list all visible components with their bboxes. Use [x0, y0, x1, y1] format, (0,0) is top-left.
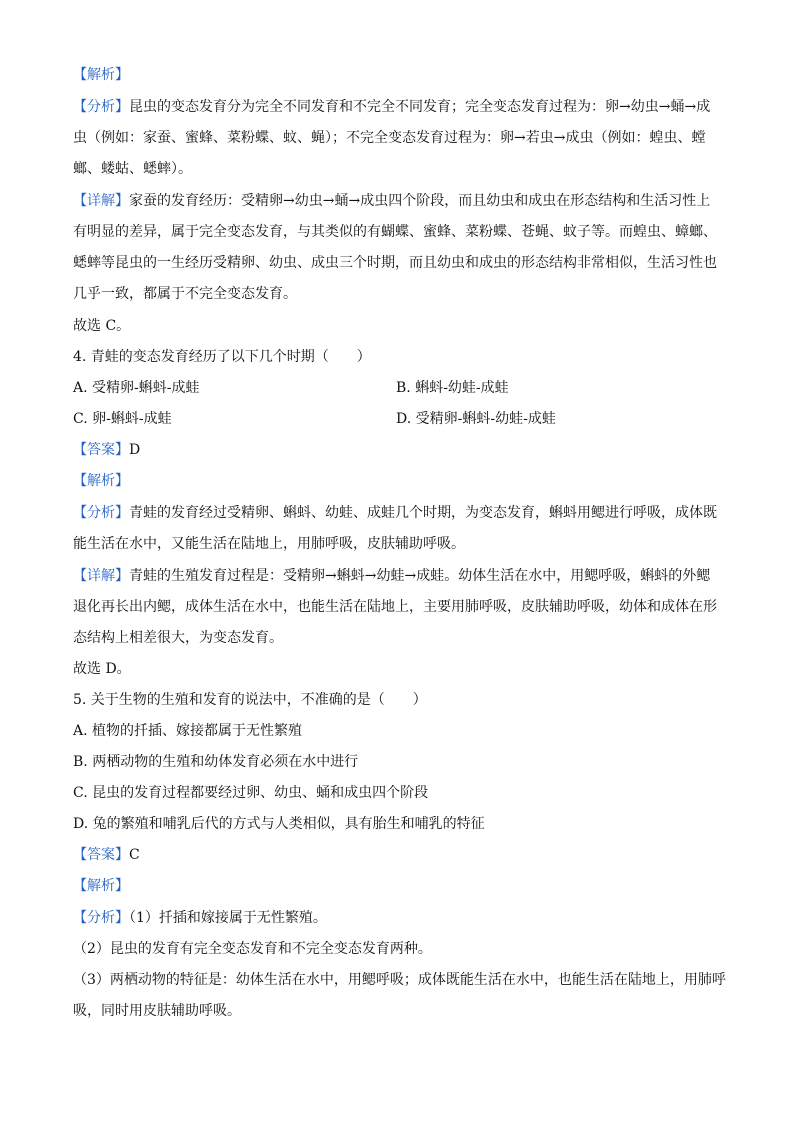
q4-option-a: A. 受精卵-蝌蚪-成蛙	[73, 380, 200, 396]
q5-option-d: D. 兔的繁殖和哺乳后代的方式与人类相似，具有胎生和哺乳的特征	[73, 816, 485, 832]
q4-fenxi-tag: 【分析】	[73, 505, 129, 521]
q4-xiangjie-line-1: 【详解】青蛙的生殖发育过程是：受精卵→蝌蚪→幼蛙→成蛙。幼体生活在水中，用鳃呼吸，蝌蚪的外鳃	[73, 568, 711, 584]
q3-xiangjie-line-2: 有明显的差异，属于完全变态发育，与其类似的有蝴蝶、蜜蜂、菜粉蝶、苍蝇、蚊子等。而蝗虫、蟑螂、	[73, 224, 717, 240]
q3-xiangjie-tag: 【详解】	[73, 193, 129, 209]
q4-jiexi-heading: 【解析】	[73, 473, 129, 489]
q3-xiangjie-line-1: 【详解】家蚕的发育经历：受精卵→幼虫→蛹→成虫四个阶段，而且幼虫和成虫在形态结构和生活习性上	[73, 193, 711, 209]
q5-jiexi-heading: 【解析】	[73, 878, 129, 894]
q5-fenxi-line-4: 吸，同时用皮肤辅助呼吸。	[73, 1003, 241, 1019]
q5-option-b: B. 两栖动物的生殖和幼体发育必须在水中进行	[73, 754, 359, 770]
q5-answer-tag: 【答案】	[73, 847, 129, 863]
q3-fenxi-line-1: 【分析】昆虫的变态发育分为完全不同发育和不完全不同发育；完全变态发育过程为：卵→幼虫→蛹→成	[73, 99, 711, 115]
q3-fenxi-line-3: 螂、蝼蛄、蟋蟀）。	[73, 161, 192, 177]
q4-stem: 4. 青蛙的变态发育经历了以下几个时期（ ）	[73, 349, 371, 365]
q3-fenxi-line-2: 虫（例如：家蚕、蜜蜂、菜粉蝶、蚊、蝇）；不完全变态发育过程为：卵→若虫→成虫（例如：蝗虫、螳	[73, 130, 706, 146]
q3-jiexi-heading: 【解析】	[73, 67, 129, 83]
q5-fenxi-line-1: 【分析】（1）扦插和嫁接属于无性繁殖。	[73, 910, 327, 926]
q4-xiangjie-line-2: 退化再长出内鳃，成体生活在水中，也能生活在陆地上，主要用肺呼吸，皮肤辅助呼吸，幼体和成体在形	[73, 599, 717, 615]
q4-xiangjie-line-3: 态结构上相差很大，为变态发育。	[73, 630, 283, 646]
q4-fenxi-line-1: 【分析】青蛙的发育经过受精卵、蝌蚪、幼蛙、成蛙几个时期，为变态发育，蝌蚪用鳃进行呼吸，成体既	[73, 505, 717, 521]
q4-answer-tag: 【答案】	[73, 442, 129, 458]
q3-xiangjie-line-3: 蟋蟀等昆虫的一生经历受精卵、幼虫、成虫三个时期，而且幼虫和成虫的形态结构非常相似，生活习性也	[73, 255, 717, 271]
q4-option-c: C. 卵-蝌蚪-成蛙	[73, 411, 172, 427]
q3-conclusion: 故选 C。	[73, 318, 131, 334]
q4-option-b: B. 蝌蚪-幼蛙-成蛙	[396, 380, 509, 396]
q4-conclusion: 故选 D。	[73, 661, 131, 677]
q3-xiangjie-line-4: 几乎一致，都属于不完全变态发育。	[73, 286, 297, 302]
q5-answer-line	[73, 845, 140, 865]
q4-fenxi-line-2: 能生活在水中，又能生活在陆地上，用肺呼吸，皮肤辅助呼吸。	[73, 536, 465, 552]
q5-option-a: A. 植物的扦插、嫁接都属于无性繁殖	[73, 723, 303, 739]
q5-fenxi-line-3: （3）两栖动物的特征是：幼体生活在水中，用鳃呼吸；成体既能生活在水中，也能生活在陆地上，用肺呼	[73, 972, 726, 988]
q3-fenxi-tag: 【分析】	[73, 99, 129, 115]
q4-option-d: D. 受精卵-蝌蚪-幼蛙-成蛙	[396, 411, 556, 427]
q5-answer: C	[129, 847, 140, 863]
q4-xiangjie-tag: 【详解】	[73, 568, 129, 584]
q5-fenxi-tag: 【分析】	[73, 910, 129, 926]
q5-stem: 5. 关于生物的生殖和发育的说法中，不准确的是（ ）	[73, 692, 427, 708]
q4-answer: D	[129, 442, 141, 458]
q5-fenxi-line-2: （2）昆虫的发育有完全变态发育和不完全变态发育两种。	[73, 941, 432, 957]
q4-answer-line	[73, 440, 140, 460]
q5-option-c: C. 昆虫的发育过程都要经过卵、幼虫、蛹和成虫四个阶段	[73, 785, 429, 801]
